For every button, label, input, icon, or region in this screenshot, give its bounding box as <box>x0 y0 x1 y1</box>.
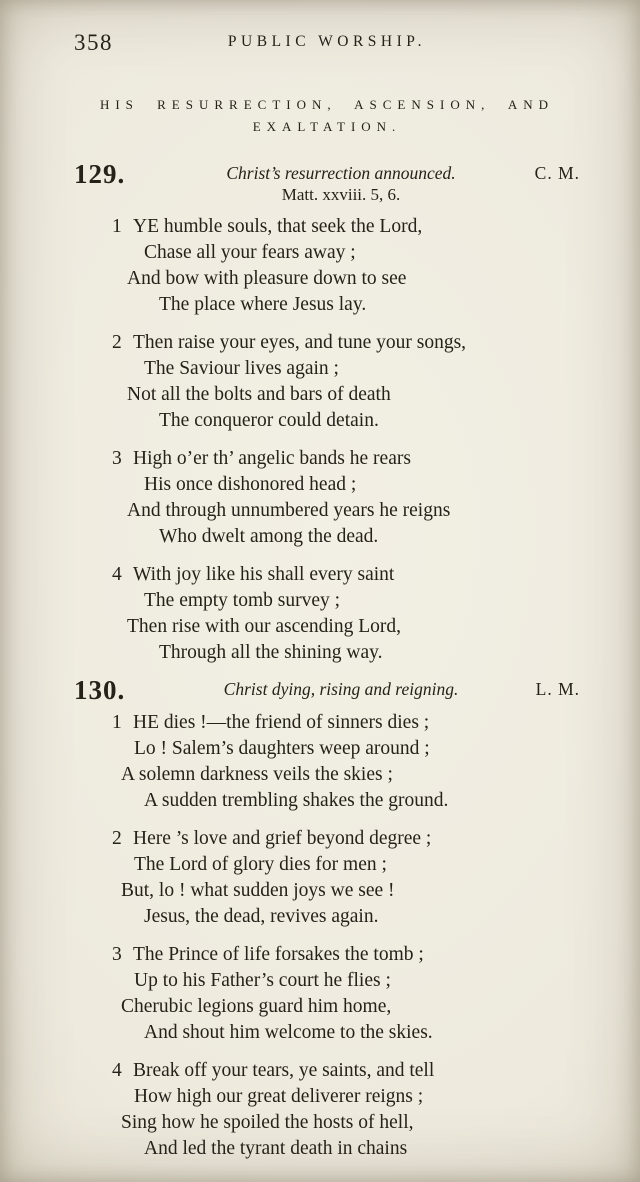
section-heading <box>74 94 580 138</box>
verse-line: Up to his Father’s court he flies ; <box>134 970 391 991</box>
verse-1 <box>112 214 580 318</box>
verse-number: 2 <box>112 828 122 849</box>
verse-line: Sing how he spoiled the hosts of hell, <box>121 1112 414 1133</box>
verse-number: 4 <box>112 564 122 585</box>
verse-line: His once dishonored head ; <box>144 474 357 495</box>
verse-3 <box>112 446 580 550</box>
hymn-number: 130. <box>74 675 126 705</box>
verse-line: But, lo ! what sudden joys we see ! <box>121 880 395 901</box>
verse-line-text: HE dies !—the friend of sinners dies ; <box>133 712 430 733</box>
verse-line-text: With joy like his shall every saint <box>133 564 395 585</box>
hymn-title-block <box>160 678 522 700</box>
verse-line: And led the tyrant death in chains <box>144 1138 408 1159</box>
verse-line: And through unnumbered years he reigns <box>127 500 451 521</box>
hymn-title: Christ’s resurrection announced. <box>226 163 456 183</box>
section-heading-line2: EXALTATION. <box>252 119 402 134</box>
hymn-scripture: Matt. xxviii. 5, 6. <box>281 185 401 204</box>
verse-line <box>112 710 580 736</box>
verse-line: Through all the shining way. <box>159 642 383 663</box>
verse-number: 3 <box>112 944 122 965</box>
verse-line: Chase all your fears away ; <box>144 242 356 263</box>
verse-line <box>112 1058 580 1084</box>
verse-line: The Lord of glory dies for men ; <box>134 854 387 875</box>
verse-2 <box>112 330 580 434</box>
verse-line: The conqueror could detain. <box>159 410 379 431</box>
hymn-130-verses <box>112 710 580 1162</box>
hymn-meter: L. M. <box>535 679 580 699</box>
hymn-129 <box>74 159 580 666</box>
verse-line: Not all the bolts and bars of death <box>127 384 391 405</box>
verse-line-text: Here ’s love and grief beyond degree ; <box>133 828 432 849</box>
hymn-title: Christ dying, rising and reigning. <box>223 679 459 699</box>
hymn-130-header <box>74 675 580 705</box>
verse-2 <box>112 826 580 930</box>
verse-1 <box>112 710 580 814</box>
hymn-129-header <box>74 159 580 206</box>
verse-line: Lo ! Salem’s daughters weep around ; <box>134 738 430 759</box>
verse-line: A sudden trembling shakes the ground. <box>144 790 449 811</box>
verse-number: 3 <box>112 448 122 469</box>
verse-4 <box>112 1058 580 1162</box>
hymn-title-block <box>160 162 522 206</box>
verse-line-text: The Prince of life forsakes the tomb ; <box>133 944 424 965</box>
verse-3 <box>112 942 580 1046</box>
verse-number: 1 <box>112 216 122 237</box>
verse-line: Jesus, the dead, revives again. <box>144 906 379 927</box>
verse-line: How high our great deliverer reigns ; <box>134 1086 424 1107</box>
verse-number: 2 <box>112 332 122 353</box>
verse-line <box>112 446 580 472</box>
verse-line <box>112 826 580 852</box>
verse-line <box>112 330 580 356</box>
section-heading-line1: HIS RESURRECTION, ASCENSION, AND <box>99 97 555 112</box>
running-title: PUBLIC WORSHIP. <box>227 33 427 50</box>
verse-line: A solemn darkness veils the skies ; <box>121 764 393 785</box>
verse-line: Cherubic legions guard him home, <box>121 996 392 1017</box>
running-head <box>74 30 580 60</box>
verse-line <box>112 214 580 240</box>
verse-line-text: YE humble souls, that seek the Lord, <box>133 216 423 237</box>
verse-line <box>112 562 580 588</box>
verse-number: 4 <box>112 1060 122 1081</box>
verse-line: And shout him welcome to the skies. <box>144 1022 433 1043</box>
verse-line-text: Then raise your eyes, and tune your songs, <box>133 332 467 353</box>
verse-line-text: High o’er th’ angelic bands he rears <box>133 448 411 469</box>
hymn-meter: C. M. <box>534 163 580 183</box>
verse-number: 1 <box>112 712 122 733</box>
verse-line: And bow with pleasure down to see <box>127 268 407 289</box>
verse-line: The empty tomb survey ; <box>144 590 341 611</box>
verse-line: Who dwelt among the dead. <box>159 526 379 547</box>
verse-line: The place where Jesus lay. <box>159 294 367 315</box>
hymn-129-verses <box>112 214 580 666</box>
verse-line <box>112 942 580 968</box>
verse-line-text: Break off your tears, ye saints, and tell <box>133 1060 435 1081</box>
verse-4 <box>112 562 580 666</box>
page-number: 358 <box>74 30 113 55</box>
hymn-130 <box>74 675 580 1162</box>
verse-line: Then rise with our ascending Lord, <box>127 616 402 637</box>
verse-line: The Saviour lives again ; <box>144 358 339 379</box>
hymn-number: 129. <box>74 159 126 189</box>
